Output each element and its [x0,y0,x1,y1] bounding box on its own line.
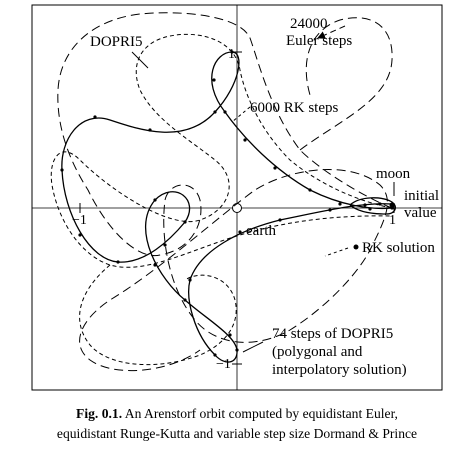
dopri5-steps-label-line2: (polygonal and [272,344,363,360]
tick-label-x-left: −1 [72,213,87,228]
rk-steps-leader-line [232,107,250,122]
dopri5-leader-line [132,52,148,68]
dopri5-orbit-curve [62,52,392,362]
rk-outer-curve [80,265,237,365]
rk-steps-label: 6000 RK steps [250,100,339,116]
moon-marker [390,203,395,208]
tick-label-y-bottom: −1 [216,357,231,372]
euler-label-line2: Euler steps [286,33,353,49]
rk-solution-label: RK solution [362,240,435,256]
dopri5-label: DOPRI5 [90,34,143,50]
moon-label: moon [376,166,411,182]
caption-text-line1: An Arenstorf orbit computed by equidistant Euler, [124,406,398,421]
euler-label-line1: 24000 [290,16,328,32]
initial-value-label-line2: value [404,205,437,221]
rk-solution-leader-line [325,248,348,256]
tick-label-x-right: 1 [389,213,396,228]
earth-label: earth [246,223,276,239]
rk-solution-marker [354,245,359,250]
figure-caption [0,404,474,444]
dopri5-steps-leader-line [243,342,263,352]
rk-orbit-curve [51,34,392,267]
earth-marker [233,204,242,213]
caption-text-line2: equidistant Runge-Kutta and variable step size Dormand & Prince [56,426,418,441]
caption-line-1 [0,404,474,424]
dopri5-steps-label-line1: 74 steps of DOPRI5 [272,326,394,342]
caption-line-2 [0,424,474,444]
tick-label-y-top: 1 [228,47,235,62]
caption-figure-number: Fig. 0.1. [76,406,123,421]
dopri5-steps-label-line3: interpolatory solution) [272,362,407,378]
initial-value-label-line1: initial [404,188,439,204]
